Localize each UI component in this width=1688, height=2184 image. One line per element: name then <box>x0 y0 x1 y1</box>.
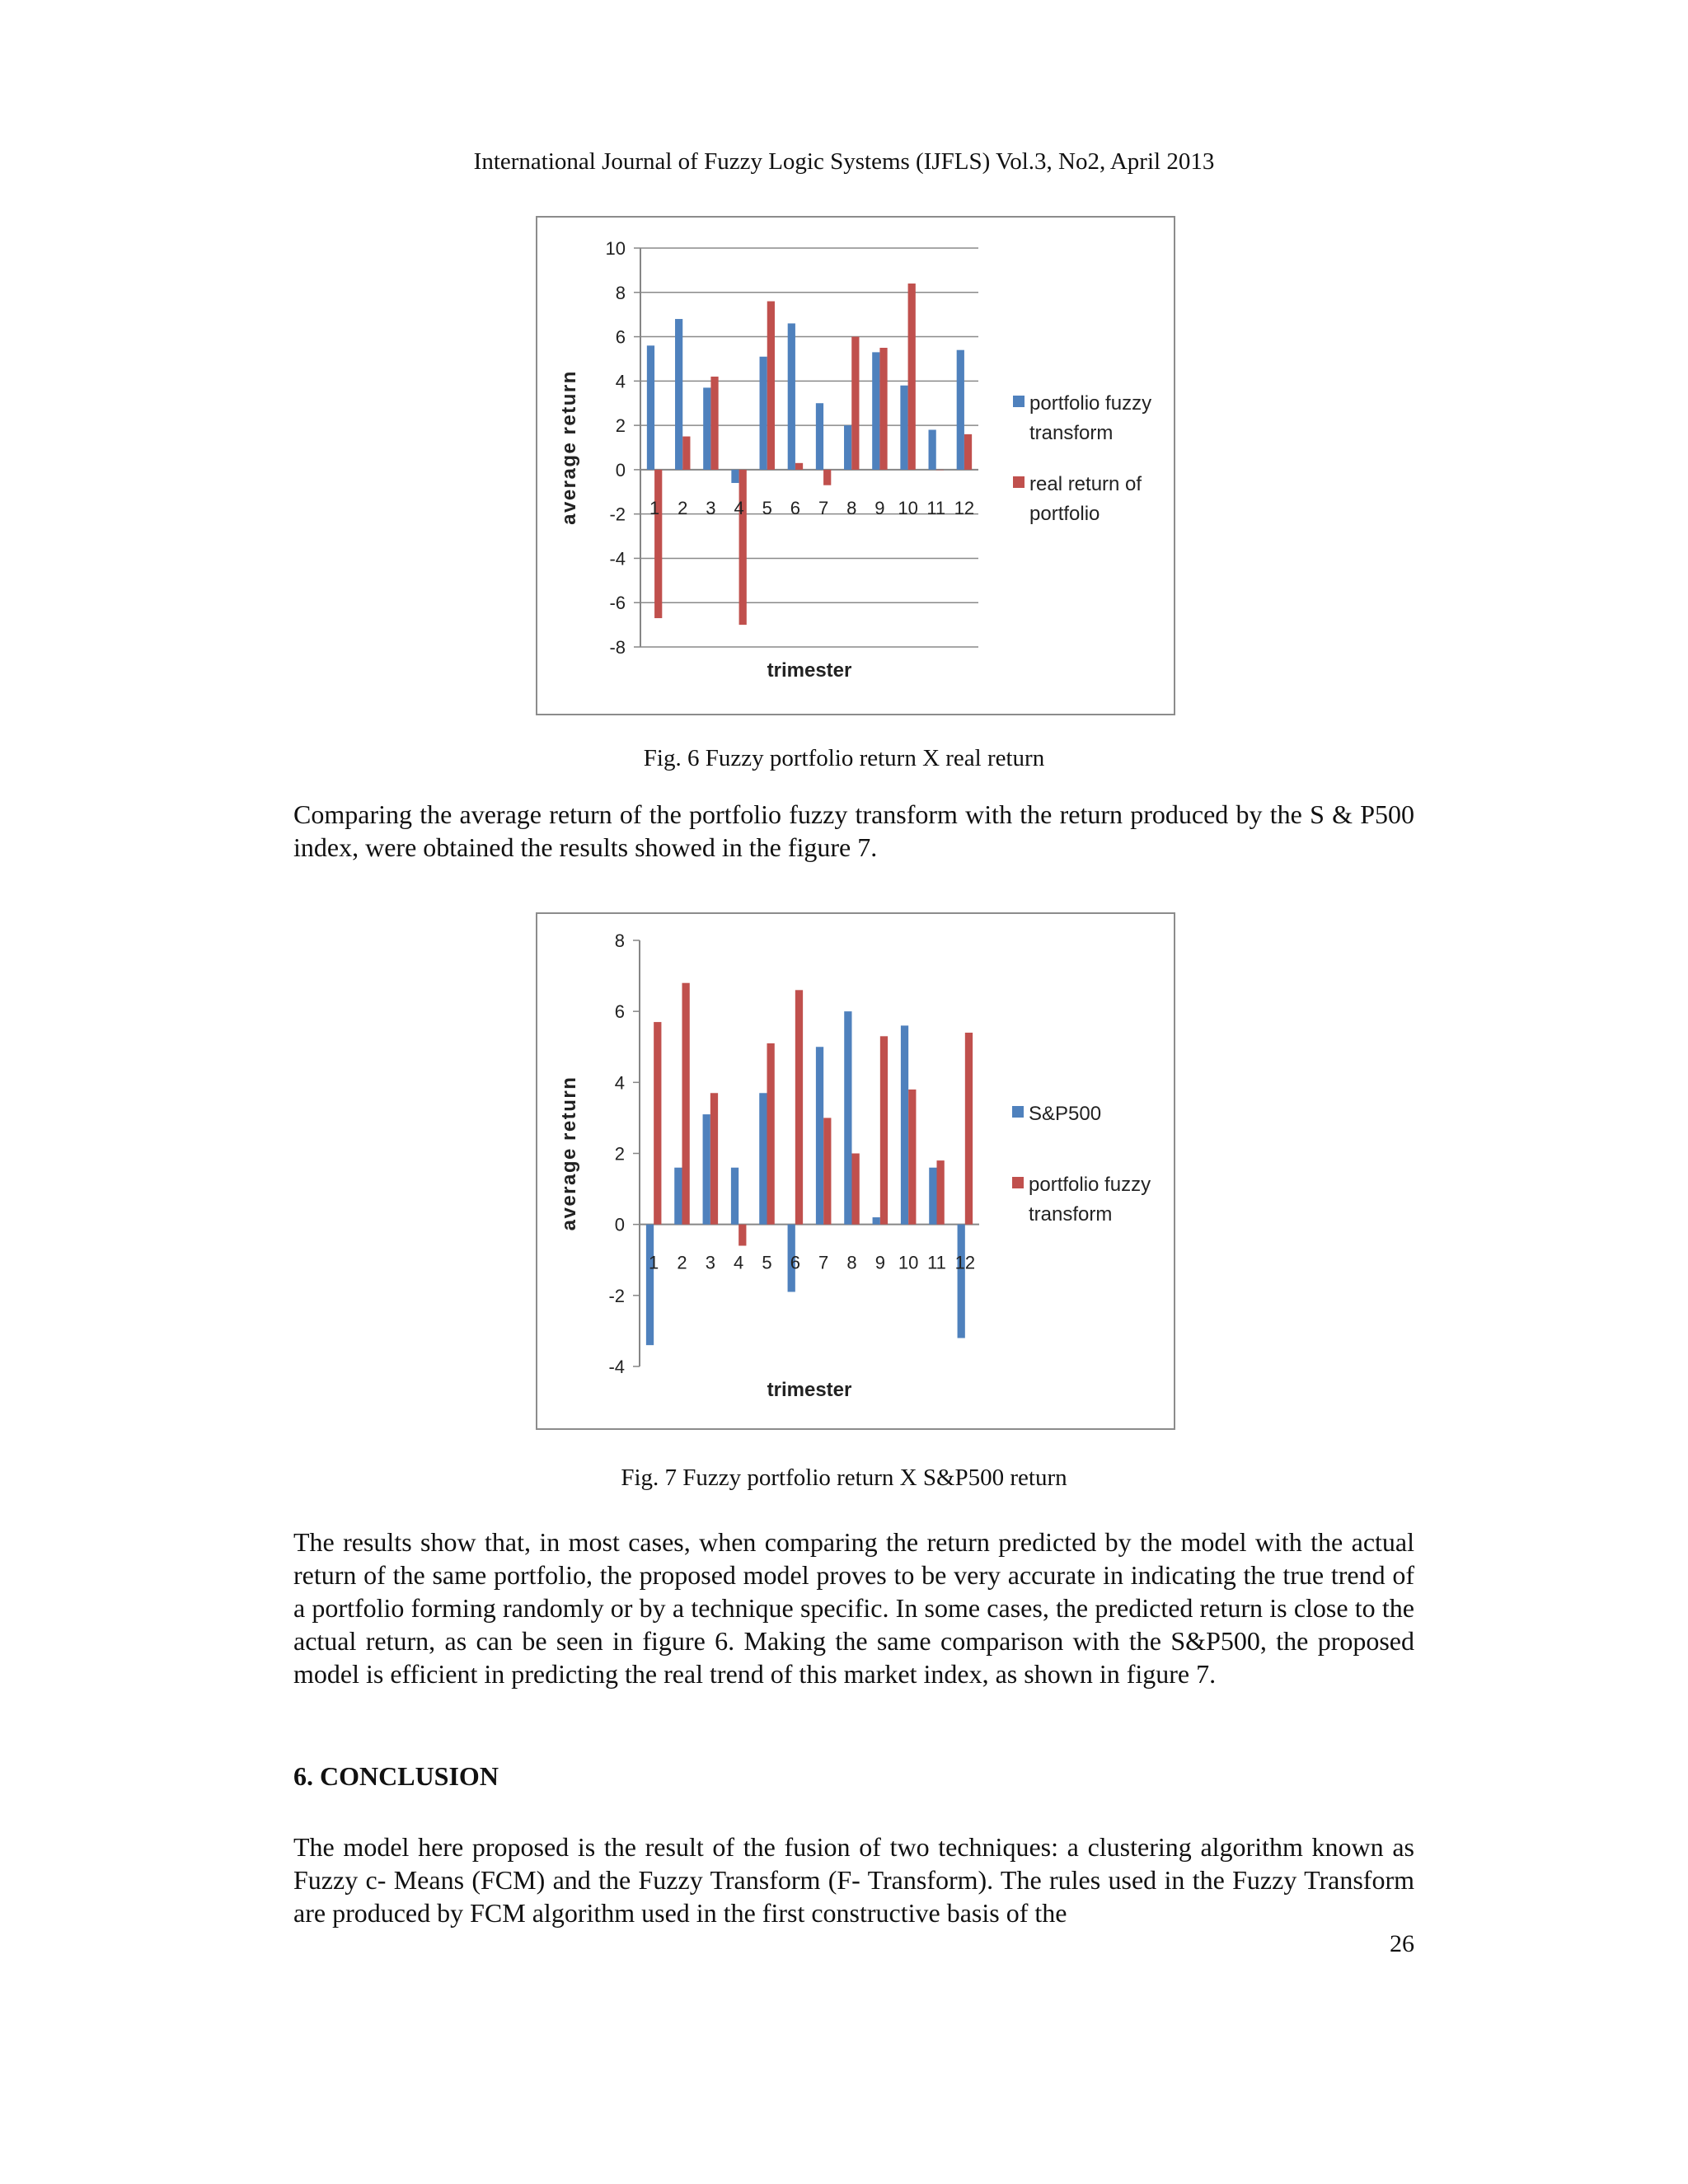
paragraph-3: The model here proposed is the result of the fusion of two techniques: a clustering algorithm known as Fuzzy c- Means (FCM) and the Fuzzy Transform (F- Transform). The rules used in the Fuzzy Transform are produced by FCM algorithm used in the first constructive basis of the <box>293 1832 1414 1928</box>
x-tick-label: 2 <box>678 497 688 518</box>
legend-swatch <box>1013 476 1025 488</box>
bar <box>929 429 936 469</box>
x-tick-label: 3 <box>705 1252 715 1273</box>
bar <box>957 350 964 470</box>
y-tick-label: 10 <box>605 238 626 259</box>
y-tick-label: -8 <box>609 637 626 658</box>
bar <box>852 1154 860 1225</box>
figure-6-caption: Fig. 6 Fuzzy portfolio return X real return <box>643 745 1045 771</box>
legend-label: transform <box>1029 1203 1113 1226</box>
x-tick-label: 1 <box>649 1252 659 1273</box>
bar <box>900 386 907 470</box>
bar <box>710 1093 718 1224</box>
x-tick-label: 4 <box>734 1252 744 1273</box>
x-tick-label: 5 <box>762 1252 772 1273</box>
y-tick-label: 0 <box>615 459 626 480</box>
bar <box>760 357 767 470</box>
x-tick-label: 4 <box>734 497 744 518</box>
x-tick-label: 8 <box>846 497 857 518</box>
bar <box>739 470 747 625</box>
bar <box>816 403 823 470</box>
legend-label: portfolio fuzzy <box>1029 392 1152 415</box>
x-tick-label: 8 <box>846 1252 857 1273</box>
page-number: 26 <box>1390 1930 1414 1957</box>
legend-label: transform <box>1029 422 1114 444</box>
legend-swatch <box>1012 1177 1024 1188</box>
bar <box>710 377 718 470</box>
bar <box>647 345 654 470</box>
bar <box>844 1011 851 1225</box>
bar <box>767 1043 775 1225</box>
x-tick-label: 1 <box>649 497 660 518</box>
x-tick-label: 5 <box>762 497 772 518</box>
legend-swatch <box>1013 396 1025 407</box>
legend-swatch <box>1012 1106 1024 1118</box>
legend-label: real return of <box>1029 473 1142 495</box>
bar <box>731 470 738 483</box>
bar <box>929 1168 936 1225</box>
bar <box>901 1025 908 1224</box>
bar <box>851 337 859 470</box>
y-tick-label: 4 <box>615 371 626 392</box>
bar <box>908 1090 916 1225</box>
x-tick-label: 3 <box>706 497 716 518</box>
bar <box>682 437 690 470</box>
x-tick-label: 12 <box>954 1252 976 1273</box>
bar <box>823 470 831 485</box>
figure-6-chart <box>536 216 1175 715</box>
bar <box>703 1114 710 1225</box>
bar <box>880 1036 888 1224</box>
x-tick-label: 7 <box>818 1252 829 1273</box>
y-tick-label: -6 <box>609 593 626 614</box>
y-tick-label: 0 <box>614 1214 625 1235</box>
y-tick-label: -4 <box>609 548 626 569</box>
legend-label: portfolio <box>1029 503 1100 525</box>
bar <box>767 302 775 470</box>
section-heading-conclusion: 6. CONCLUSION <box>293 1761 499 1791</box>
figure-7-chart <box>536 912 1175 1430</box>
y-tick-label: -2 <box>609 504 626 525</box>
bar <box>965 1033 973 1225</box>
y-tick-label: -2 <box>608 1285 625 1306</box>
x-tick-label: 2 <box>677 1252 687 1273</box>
bar <box>873 1217 880 1225</box>
journal-header: International Journal of Fuzzy Logic Systems (IJFLS) Vol.3, No2, April 2013 <box>473 148 1215 175</box>
bar <box>879 348 887 470</box>
x-tick-label: 7 <box>818 497 829 518</box>
x-tick-label: 11 <box>927 1252 946 1273</box>
bar <box>823 1118 831 1224</box>
bar <box>908 284 916 470</box>
y-tick-label: 8 <box>615 282 626 303</box>
x-tick-label: 6 <box>790 497 801 518</box>
bar <box>936 470 944 471</box>
bar <box>682 983 690 1225</box>
y-tick-label: 2 <box>614 1143 625 1165</box>
bar <box>675 319 682 470</box>
figure-7-caption: Fig. 7 Fuzzy portfolio return X S&P500 return <box>621 1465 1067 1491</box>
x-tick-label: 10 <box>898 1252 919 1273</box>
x-tick-label: 11 <box>926 497 946 518</box>
bar <box>654 1022 661 1225</box>
bar <box>844 425 851 470</box>
x-axis-title: trimester <box>767 1379 852 1401</box>
fig7-svg <box>537 914 1174 1428</box>
bar <box>788 323 795 469</box>
x-tick-label: 12 <box>954 497 975 518</box>
y-tick-label: 2 <box>615 415 626 437</box>
paragraph-1: Comparing the average return of the portfolio fuzzy transform with the return produced by the S & P500 index, were obtained the results showed in the figure 7. <box>293 799 1414 862</box>
bar <box>937 1160 945 1225</box>
y-tick-label: 6 <box>615 326 626 348</box>
bar <box>759 1093 767 1224</box>
y-axis-title: average return <box>558 1076 580 1231</box>
bar <box>795 463 803 470</box>
x-tick-label: 9 <box>874 1252 885 1273</box>
legend-label: portfolio fuzzy <box>1029 1174 1151 1196</box>
x-tick-label: 10 <box>898 497 918 518</box>
legend-label: S&P500 <box>1029 1103 1102 1125</box>
bar <box>646 1225 654 1345</box>
bar <box>816 1047 823 1224</box>
y-axis-title: average return <box>558 370 580 525</box>
y-tick-label: 8 <box>614 930 625 951</box>
x-axis-title: trimester <box>767 659 852 682</box>
bar <box>964 434 972 470</box>
fig6-svg <box>537 218 1174 714</box>
x-tick-label: 9 <box>874 497 885 518</box>
bar <box>958 1225 965 1338</box>
bar <box>674 1168 682 1225</box>
bar <box>738 1225 746 1246</box>
bar <box>703 387 710 469</box>
bar <box>731 1168 738 1225</box>
paragraph-2: The results show that, in most cases, when comparing the return predicted by the model with the actual return of the same portfolio, the proposed model proves to be very accurate in indicating the true trend of a portfolio forming randomly or by a technique specific. In some cases, the predicted return is close to the actual return, as can be seen in figure 6. Making the same comparison with the S&P500, the proposed model is efficient in predicting the real trend of this market index, as shown in figure 7. <box>293 1527 1414 1689</box>
bar <box>872 352 879 470</box>
y-tick-label: 6 <box>614 1001 625 1023</box>
x-tick-label: 6 <box>790 1252 800 1273</box>
y-tick-label: 4 <box>614 1072 625 1094</box>
bar <box>654 470 662 618</box>
bar <box>795 990 803 1224</box>
y-tick-label: -4 <box>608 1357 625 1377</box>
